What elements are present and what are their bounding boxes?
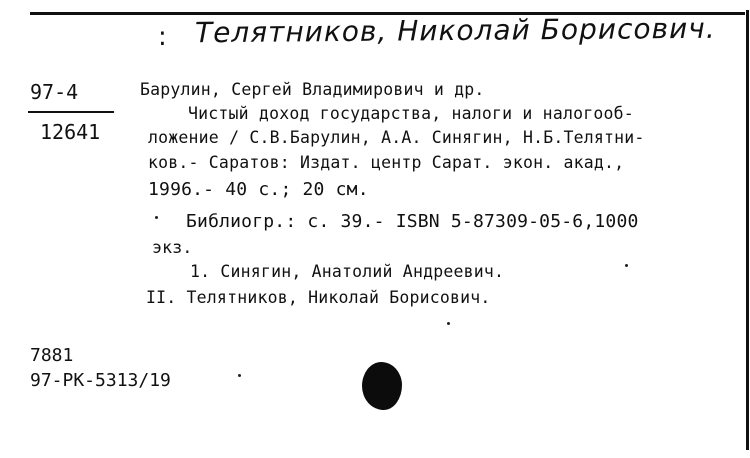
ink-speck xyxy=(447,322,450,325)
author-line: Барулин, Сергей Владимирович и др. xyxy=(140,80,485,99)
added-entry-1: 1. Синягин, Анатолий Андреевич. xyxy=(190,262,505,281)
ink-speck xyxy=(238,374,241,377)
ink-blot xyxy=(362,362,402,410)
title-line-2: ложение / С.В.Барулин, А.А. Синягин, Н.Б.Телятни- xyxy=(148,128,645,147)
shelf-mark-divider xyxy=(28,111,114,113)
accession-number: 7881 xyxy=(30,345,74,366)
added-entry-2: II. Телятников, Николай Борисович. xyxy=(146,288,491,307)
registry-number: 97-РК-5313/19 xyxy=(30,370,171,391)
ink-speck xyxy=(625,264,628,267)
shelf-mark-bottom: 12641 xyxy=(40,120,101,144)
ink-speck xyxy=(155,216,158,219)
collation-line: 1996.- 40 с.; 20 см. xyxy=(148,179,369,200)
notes-line-cont: экз. xyxy=(152,238,193,257)
handwritten-heading: Телятников, Николай Борисович. xyxy=(194,11,716,50)
right-border-line xyxy=(746,10,749,450)
imprint-line: ков.- Саратов: Издат. центр Сарат. экон. акад., xyxy=(148,153,625,172)
handwritten-marks: : xyxy=(158,22,167,52)
notes-line: Библиогр.: с. 39.- ISBN 5-87309-05-6,1000 xyxy=(186,211,639,232)
shelf-mark-top: 97-4 xyxy=(30,80,79,104)
title-line-1: Чистый доход государства, налоги и налогооб- xyxy=(188,104,634,123)
